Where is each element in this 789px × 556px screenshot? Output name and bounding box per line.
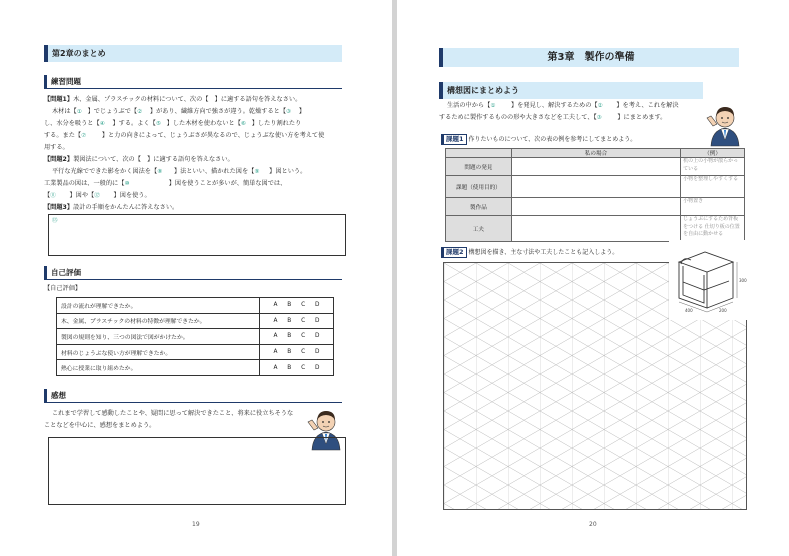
q2-text: 平行な光線でできた影をかく図法を【 xyxy=(52,168,158,175)
task-2-text: 構想図を描き、主な寸法や工夫したことも記入しよう。 xyxy=(468,249,619,256)
teacher-illustration-icon xyxy=(703,98,747,148)
q2-label: 【問題2】 xyxy=(44,156,74,163)
blank-mark[interactable]: ⑤ xyxy=(155,121,161,127)
q2-text: 】法といい、描かれた図を【 xyxy=(173,168,255,175)
blank-mark[interactable]: ⑧ xyxy=(157,169,163,175)
q1-line-4 xyxy=(44,130,324,142)
q1-text: 】したり割れたり xyxy=(251,120,302,127)
q3-text: 設計の手順をかんたんに答えなさい。 xyxy=(73,204,179,211)
impression-heading: 感想 xyxy=(44,389,342,403)
q1-text: し、水分を吸うと【 xyxy=(44,120,100,127)
q1-text: 】した木材を使わないと【 xyxy=(166,120,241,127)
answer-cell[interactable] xyxy=(511,216,680,242)
intro-text: 】を考え、これを解決 xyxy=(616,102,679,109)
question-3 xyxy=(44,202,178,214)
q1-line-5: 用する。 xyxy=(44,144,69,151)
q1-text: 木材は【 xyxy=(52,108,77,115)
example-cell: 小物置き xyxy=(681,198,745,216)
q3-answer-box[interactable] xyxy=(48,214,346,256)
blank-mark[interactable]: ⑫ xyxy=(94,193,100,199)
table-row xyxy=(57,313,334,329)
q1-line-3 xyxy=(44,118,301,130)
q3-label: 【問題3】 xyxy=(44,204,74,211)
eval-scale[interactable]: A B C D xyxy=(260,298,334,314)
q1-label: 【問題1】 xyxy=(44,96,74,103)
blank-mark[interactable]: ⑪ xyxy=(50,193,56,199)
table-row xyxy=(446,158,745,176)
task-1-label: 課題1 xyxy=(441,134,467,145)
blank-mark[interactable]: ② xyxy=(597,103,603,109)
intro-text: するために製作するものの形や大きさなどを工夫して、【 xyxy=(439,114,597,121)
task-2 xyxy=(441,247,618,258)
page-20 xyxy=(397,0,789,556)
task-2-label: 課題2 xyxy=(441,247,467,258)
intro-text: 】を発見し、解決するための【 xyxy=(511,102,598,109)
blank-mark[interactable]: ② xyxy=(137,109,143,115)
q1-text: 】があり、繊維方向で強さが違う。乾燥すると【 xyxy=(149,108,287,115)
example-cell: 机の上の小物が散らかっている xyxy=(681,158,745,176)
table-row xyxy=(446,149,745,158)
dim-height: 300 xyxy=(739,278,747,283)
eval-item: 熱心に授業に取り組めたか。 xyxy=(57,360,260,376)
eval-item: 材料のじょうぶな使い方が理解できたか。 xyxy=(57,344,260,360)
self-eval-table xyxy=(56,297,334,376)
q2-text: 】図を使うことが多いが、簡単な図では、 xyxy=(168,180,287,187)
q2-text: 】図や【 xyxy=(69,192,95,199)
q1-text: 】する。よく【 xyxy=(112,120,156,127)
answer-cell[interactable] xyxy=(511,158,680,176)
eval-scale[interactable]: A B C D xyxy=(260,329,334,345)
task-1 xyxy=(441,134,636,145)
eval-item: 木、金属、プラスチックの材料の特徴が理解できたか。 xyxy=(57,313,260,329)
table-header-mine: 私の場合 xyxy=(511,149,680,158)
row-label: 製作品 xyxy=(446,198,512,216)
dim-width: 400 xyxy=(685,308,693,313)
impression-text-1: これまで学習して感動したことや、疑問に思って解決できたこと、将来に役立ちそうな xyxy=(52,410,294,417)
blank-mark[interactable]: ③ xyxy=(596,115,602,121)
example-shelf-figure xyxy=(669,240,749,320)
row-label: 問題の発見 xyxy=(446,158,512,176)
table-row xyxy=(57,344,334,360)
row-label: 課題（使用目的） xyxy=(446,176,512,198)
chapter-title: 第3章 製作の準備 xyxy=(439,48,739,67)
page-19 xyxy=(0,0,392,556)
row-label: 工夫 xyxy=(446,216,512,242)
eval-scale[interactable]: A B C D xyxy=(260,344,334,360)
table-row xyxy=(57,298,334,314)
intro-line-1 xyxy=(447,100,679,112)
q2-text: 工業製品の図は、一般的に【 xyxy=(44,180,125,187)
self-eval-heading: 自己評価 xyxy=(44,266,342,280)
blank-mark[interactable]: ① xyxy=(490,103,496,109)
task-1-text: 作りたいものについて、次の表の例を参考にしてまとめよう。 xyxy=(468,136,637,143)
q2-line-2 xyxy=(52,166,306,178)
answer-cell[interactable] xyxy=(511,176,680,198)
impression-answer-box[interactable] xyxy=(48,437,346,505)
table-row xyxy=(446,198,745,216)
planning-table xyxy=(445,148,745,242)
practice-heading: 練習問題 xyxy=(44,75,342,89)
q1-text: 】でじょうぶで【 xyxy=(87,108,138,115)
question-1 xyxy=(44,94,301,106)
concept-heading: 構想図にまとめよう xyxy=(439,82,703,99)
table-header-blank xyxy=(446,149,512,158)
intro-text: 生活の中から【 xyxy=(447,102,491,109)
q2-text: 】図という。 xyxy=(269,168,307,175)
blank-mark: ⑬ xyxy=(52,218,58,224)
blank-mark[interactable]: ③ xyxy=(286,109,291,115)
table-row xyxy=(57,360,334,376)
q2-text: 【 xyxy=(44,192,51,199)
answer-cell[interactable] xyxy=(511,198,680,216)
intro-line-2 xyxy=(439,112,666,124)
dim-depth: 200 xyxy=(719,308,727,313)
blank-mark[interactable]: ⑨ xyxy=(254,169,260,175)
blank-mark[interactable]: ⑩ xyxy=(124,181,130,187)
example-cell: 小物を整理しやすくする xyxy=(681,176,745,198)
table-row xyxy=(57,329,334,345)
blank-mark[interactable]: ④ xyxy=(99,121,105,127)
table-row xyxy=(446,216,745,242)
eval-item: 製図の規則を知り、三つの図法で図がかけたか。 xyxy=(57,329,260,345)
chapter-summary-heading: 第2章のまとめ xyxy=(44,45,342,62)
shelf-drawing-icon xyxy=(669,240,749,320)
eval-scale[interactable]: A B C D xyxy=(260,360,334,376)
impression-text-2: ことなどを中心に、感想をまとめよう。 xyxy=(44,422,156,429)
table-row xyxy=(446,176,745,198)
intro-text: 】にまとめます。 xyxy=(617,114,667,121)
q2-text: 】図を使う。 xyxy=(113,192,151,199)
table-header-example: （例） xyxy=(681,149,745,158)
blank-mark[interactable]: ⑦ xyxy=(81,133,87,139)
q2-line-3 xyxy=(44,178,286,190)
q1-text: する。また【 xyxy=(44,132,82,139)
q1-text: 木、金属、プラスチックの材料について、次の【 】に適する語句を答えなさい。 xyxy=(73,96,302,103)
page-number: 19 xyxy=(192,521,200,528)
page-number: 20 xyxy=(589,521,597,528)
example-cell: じょうぶにするため背板をつける 仕切り板の位置を自由に動かせる xyxy=(681,216,745,242)
blank-mark[interactable]: ⑥ xyxy=(240,121,246,127)
self-eval-subheading: 【自己評価】 xyxy=(44,285,82,292)
q2-line-4 xyxy=(44,190,151,202)
q1-text: 】と力の向きによって、じょうぶさが異なるので、じょうぶな使い方を考えて使 xyxy=(101,132,325,139)
blank-mark[interactable]: ① xyxy=(76,109,82,115)
eval-scale[interactable]: A B C D xyxy=(260,313,334,329)
question-2 xyxy=(44,154,234,166)
eval-item: 設計の流れが理解できたか。 xyxy=(57,298,260,314)
q2-text: 製図法について、次の【 】に適する語句を答えなさい。 xyxy=(73,156,234,163)
q1-line-2 xyxy=(52,106,305,118)
q1-text: 】 xyxy=(298,108,306,115)
